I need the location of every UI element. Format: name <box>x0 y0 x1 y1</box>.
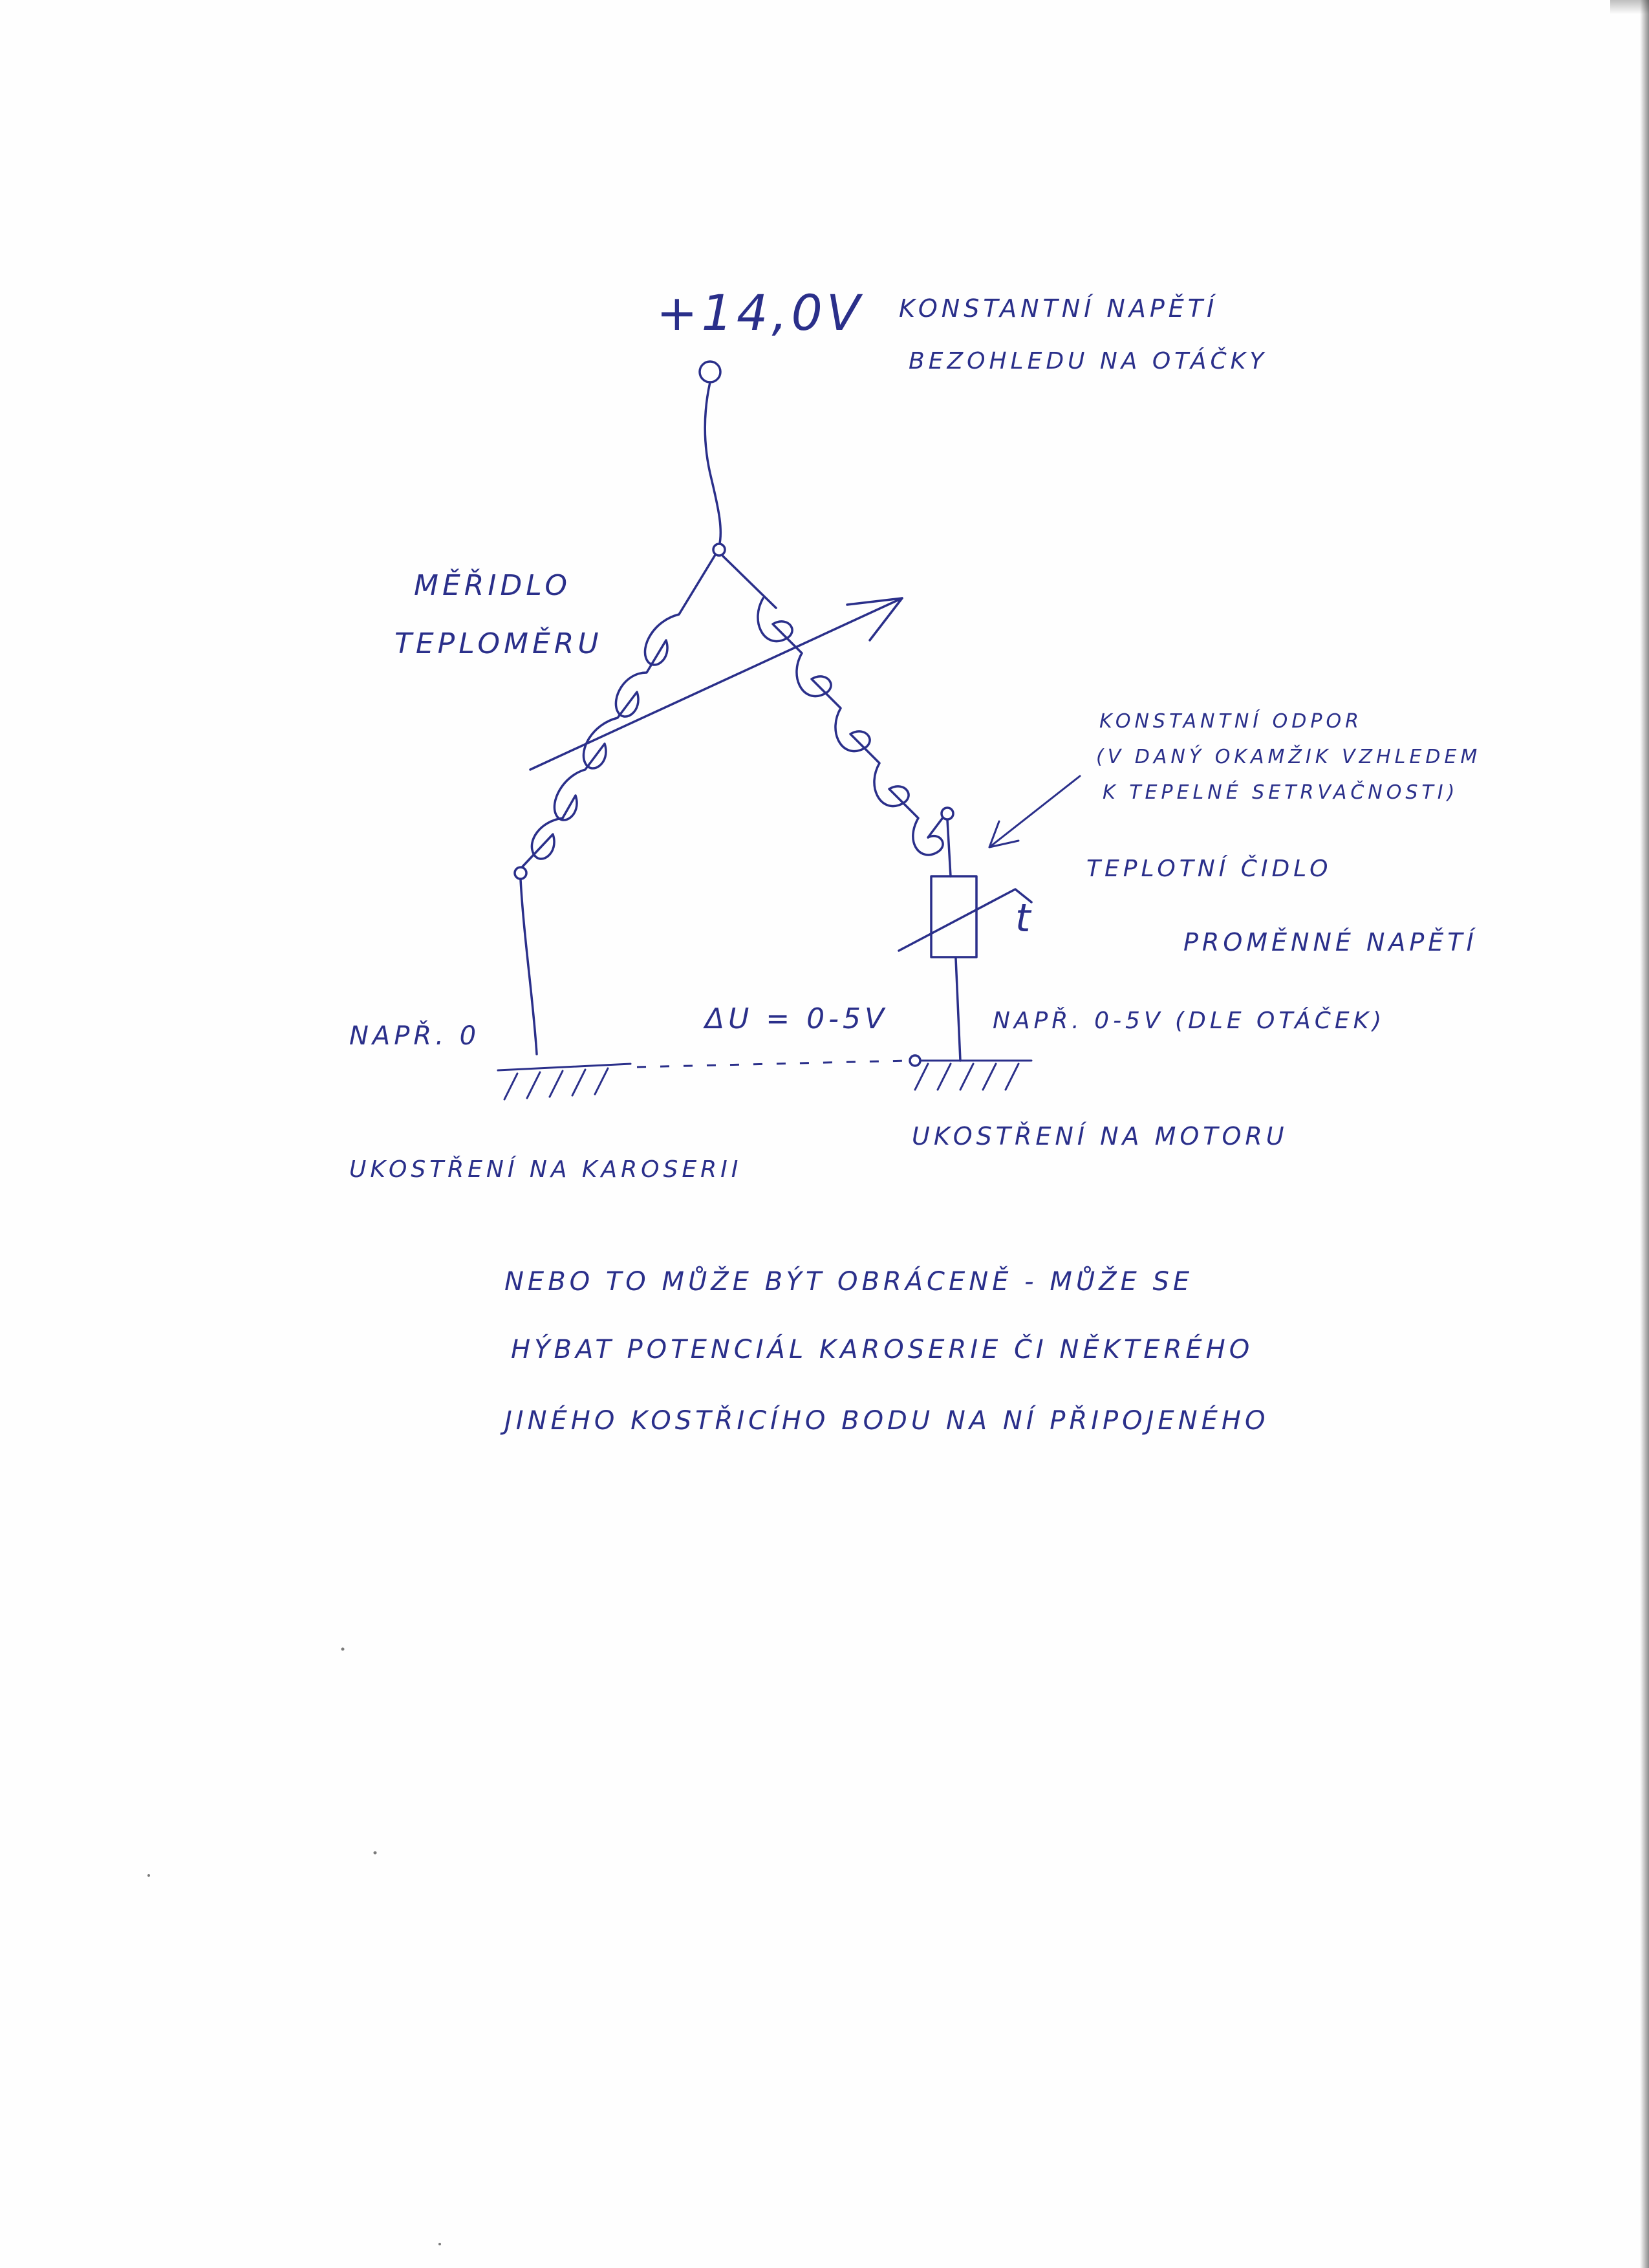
resistor-note-line2: (V DANÝ OKAMŽIK VZHLEDEM <box>1096 746 1482 768</box>
left-lead <box>521 880 537 1054</box>
sensor-label: TEPLOTNÍ ČIDLO <box>1086 856 1332 882</box>
gauge-coil-right <box>758 598 947 855</box>
gauge-label-line2: TEPLOMĚRU <box>394 627 603 660</box>
delta-voltage-label: ΔU = 0-5V <box>705 1002 889 1035</box>
sensor-top-lead <box>947 820 951 876</box>
ground-engine-hatch <box>915 1064 1018 1090</box>
supply-wire <box>705 382 720 546</box>
scan-speck <box>438 2243 441 2245</box>
note-line2: HÝBAT POTENCIÁL KAROSERIE ČI NĚKTERÉHO <box>511 1335 1254 1365</box>
variable-voltage-label: PROMĚNNÉ NAPĚTÍ <box>1183 928 1478 956</box>
gauge-label-line1: MĚŘIDLO <box>414 569 571 602</box>
sensor-symbol: t <box>1015 896 1035 941</box>
ground-body-bar <box>498 1064 630 1070</box>
sensor-body <box>931 876 976 957</box>
ground-potential-dashed-line <box>637 1061 909 1067</box>
ground-body-label: UKOSTŘENÍ NA KAROSERII <box>349 1156 742 1183</box>
supply-voltage-label: +14,0V <box>656 284 864 341</box>
supply-note-line2: BEZOHLEDU NA OTÁČKY <box>909 348 1268 374</box>
right-voltage-label: NAPŘ. 0-5V (DLE OTÁČEK) <box>993 1008 1386 1034</box>
ground-body-hatch <box>504 1068 608 1099</box>
gauge-needle <box>530 598 902 770</box>
gauge-right-terminal <box>942 808 953 819</box>
gauge-link <box>723 556 776 608</box>
note-arrow <box>989 776 1080 847</box>
resistor-note-line3: K TEPELNÉ SETRVAČNOSTI) <box>1103 781 1459 804</box>
note-line3: JINÉHO KOSTŘICÍHO BODU NA NÍ PŘIPOJENÉHO <box>504 1406 1269 1436</box>
scan-speck <box>341 1648 345 1651</box>
scan-speck <box>374 1852 377 1855</box>
note-line1: NEBO TO MŮŽE BÝT OBRÁCENĚ - MŮŽE SE <box>504 1267 1194 1297</box>
scan-speck <box>147 1874 150 1877</box>
supply-terminal <box>700 362 720 382</box>
gauge-left-terminal <box>515 867 526 879</box>
supply-note-line1: KONSTANTNÍ NAPĚTÍ <box>899 294 1218 323</box>
ground-engine-label: UKOSTŘENÍ NA MOTORU <box>912 1122 1288 1150</box>
ground-engine-node <box>910 1055 920 1066</box>
sensor-slash <box>899 889 1031 951</box>
resistor-note-line1: KONSTANTNÍ ODPOR <box>1099 710 1363 733</box>
left-voltage-label: NAPŘ. 0 <box>349 1021 480 1051</box>
sensor-bottom-lead <box>956 958 960 1061</box>
